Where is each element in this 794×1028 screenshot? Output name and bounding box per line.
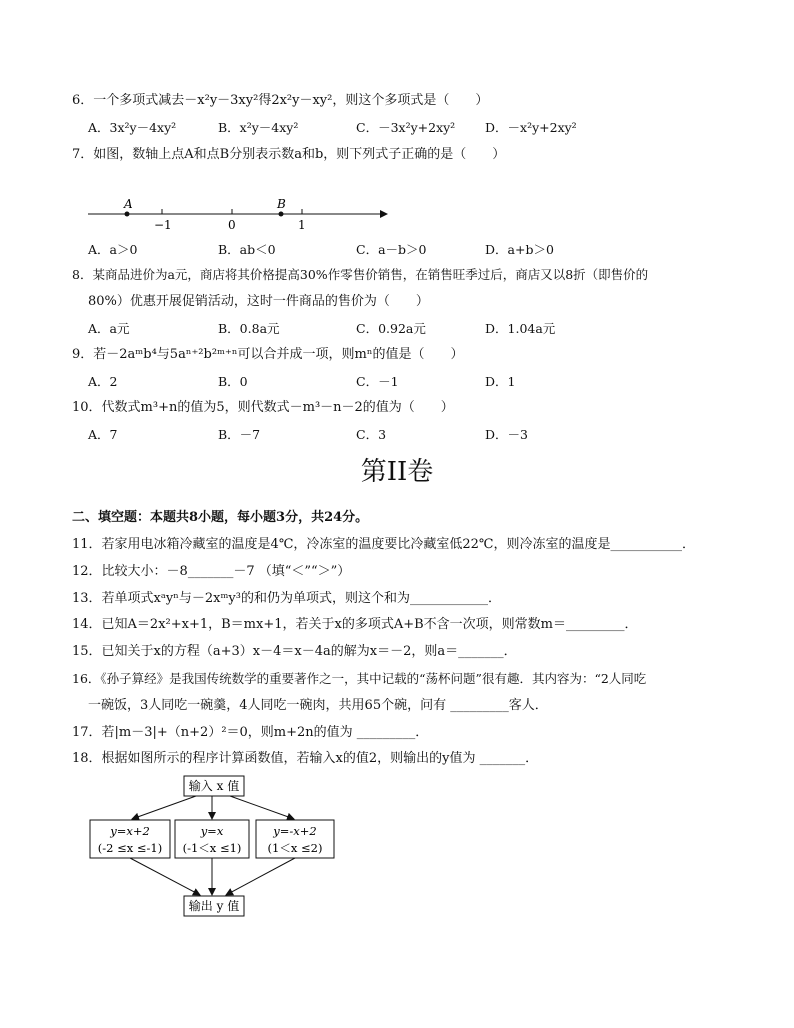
question-9-stem: 9．若－2aᵐb⁴与5aⁿ⁺²b²ᵐ⁺ⁿ可以合并成一项，则mⁿ的值是（ ） [72, 347, 464, 362]
question-12: 12．比较大小：－8_______－7 （填“＜”“＞”） [72, 564, 351, 579]
option-b: B．ab＜0 [218, 242, 276, 257]
option-d: D．－x²y+2xy² [485, 120, 577, 135]
option-c: C．－3x²y+2xy² [356, 120, 456, 135]
question-14: 14．已知A＝2x²+x+1，B＝mx+1，若关于x的多项式A+B不含一次项，则常数m＝_________． [72, 617, 638, 632]
option-d: D．a+b＞0 [485, 242, 554, 257]
case-2-formula: y=x [200, 824, 224, 838]
option-a: A．a元 [88, 321, 130, 336]
tick-label-zero: 0 [228, 218, 236, 232]
option-a: A．a＞0 [88, 242, 138, 257]
input-label: 输入 x 值 [188, 779, 240, 793]
option-a: A．3x²y－4xy² [88, 120, 177, 135]
option-c: C．0.92a元 [356, 321, 426, 336]
option-c: C．a－b＞0 [356, 242, 427, 257]
question-15: 15．已知关于x的方程（a+3）x－4＝x－4a的解为x＝－2，则a＝_______． [72, 644, 517, 659]
option-b: B．0.8a元 [218, 321, 280, 336]
arrow-from-case-3 [226, 858, 295, 895]
part-two-title: 第II卷 [360, 457, 434, 487]
option-d: D．1.04a元 [485, 321, 556, 336]
option-a: A．7 [88, 427, 118, 442]
fill-blank-section-heading: 二、填空题：本题共8小题，每小题3分，共24分。 [72, 510, 369, 525]
option-c: C．3 [356, 427, 387, 442]
arrow-from-case-1 [130, 858, 200, 895]
case-2-range: (-1＜x ≤1) [182, 841, 242, 855]
case-3-formula: y=-x+2 [273, 824, 317, 838]
question-16-line2: 一碗饭，3人同吃一碗羹，4人同吃一碗肉，共用65个碗，问有 _________客人． [88, 698, 548, 713]
option-d: D．－3 [485, 427, 528, 442]
arrow-to-case-1 [132, 796, 196, 819]
tick-label-minus-one: −1 [154, 218, 172, 232]
option-c: C．－1 [356, 374, 399, 389]
option-d: D．1 [485, 374, 516, 389]
option-b: B．x²y－4xy² [218, 120, 299, 135]
option-b: B．－7 [218, 427, 261, 442]
option-a: A．2 [88, 374, 118, 389]
case-1-formula: y=x+2 [110, 824, 150, 838]
option-b: B．0 [218, 374, 248, 389]
question-6-stem: 6．一个多项式减去－x²y－3xy²得2x²y－xy²，则这个多项式是（ ） [72, 93, 489, 108]
question-8-stem-line2: 80%）优惠开展促销活动，这时一件商品的售价为（ ） [88, 294, 429, 309]
question-16-line1: 16．《孙子算经》是我国传统数学的重要著作之一，其中记载的“荡杯问题”很有趣．其内容为：“2人同吃 [72, 671, 647, 686]
point-b-dot [279, 212, 284, 217]
question-11: 11．若家用电冰箱冷藏室的温度是4℃，冷冻室的温度要比冷藏室低22℃，则冷冻室的温度是___________． [72, 537, 695, 552]
case-1-range: (-2 ≤x ≤-1) [97, 841, 163, 855]
arrow-to-case-3 [230, 796, 294, 819]
point-a-dot [125, 212, 130, 217]
program-flowchart [80, 770, 360, 920]
question-17: 17．若|m－3|+（n+2）²＝0，则m+2n的值为 _________． [72, 725, 429, 740]
point-b-label: B [277, 197, 286, 211]
case-3-range: (1＜x ≤2) [267, 841, 323, 855]
tick-label-one: 1 [298, 218, 306, 232]
question-8-stem-line1: 8．某商品进价为a元，商店将其价格提高30%作零售价销售，在销售旺季过后，商店又以8折（即售价的 [72, 267, 649, 282]
output-label: 输出 y 值 [188, 899, 240, 913]
question-10-stem: 10．代数式m³+n的值为5，则代数式－m³－n－2的值为（ ） [72, 400, 454, 415]
question-18: 18．根据如图所示的程序计算函数值，若输入x的值2，则输出的y值为 _______． [72, 751, 539, 766]
point-a-label: A [124, 197, 133, 211]
question-13: 13．若单项式xᵃyⁿ与－2xᵐy³的和仍为单项式，则这个和为____________． [72, 591, 501, 606]
question-7-stem: 7．如图，数轴上点A和点B分别表示数a和b，则下列式子正确的是（ ） [72, 147, 506, 162]
number-line-figure [80, 196, 400, 236]
number-line-arrow [380, 210, 388, 218]
